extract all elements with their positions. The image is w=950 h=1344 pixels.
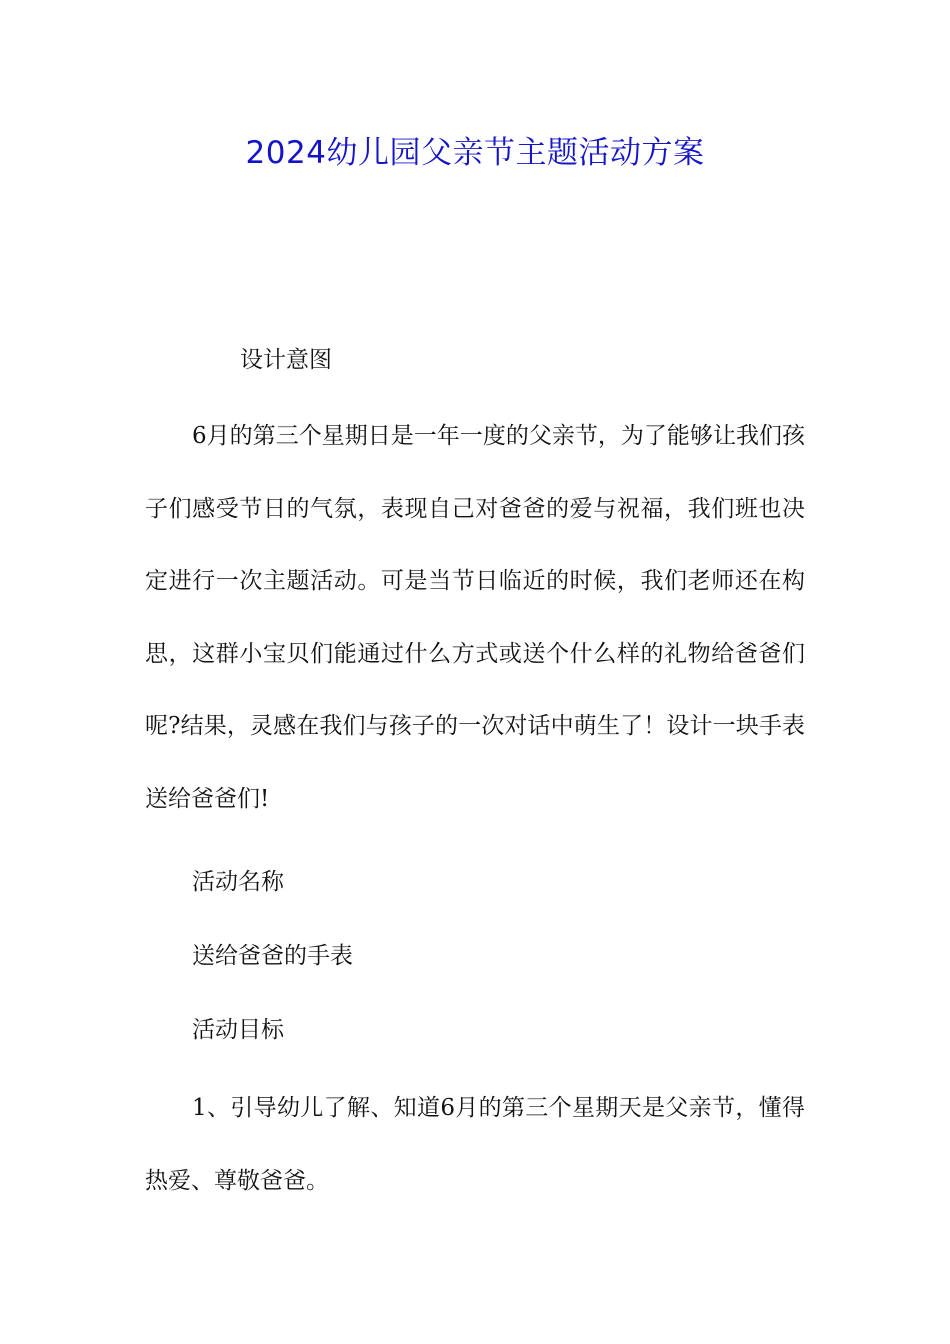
activity-name-value: 送给爸爸的手表 <box>192 943 353 969</box>
paragraph-design-intent: 6月的第三个星期日是一年一度的父亲节，为了能够让我们孩子们感受节日的气氛，表现自己对爸爸的爱与祝福，我们班也决定进行一次主题活动。可是当节日临近的时候，我们老师还在构思，这群小宝贝们能通过什么方式或送个什么样的礼物给爸爸们呢?结果，灵感在我们与孩子的一次对话中萌生了！设计一块手表送给爸爸们! <box>145 423 805 812</box>
heading-design-intent: 设计意图 <box>240 347 332 373</box>
document-title: 2024幼儿园父亲节主题活动方案 <box>245 135 705 171</box>
heading-activity-goals: 活动目标 <box>192 1017 284 1043</box>
paragraph-goal-1: 1、引导幼儿了解、知道6月的第三个星期天是父亲节，懂得热爱、尊敬爸爸。 <box>145 1095 805 1194</box>
heading-activity-name: 活动名称 <box>192 869 284 895</box>
